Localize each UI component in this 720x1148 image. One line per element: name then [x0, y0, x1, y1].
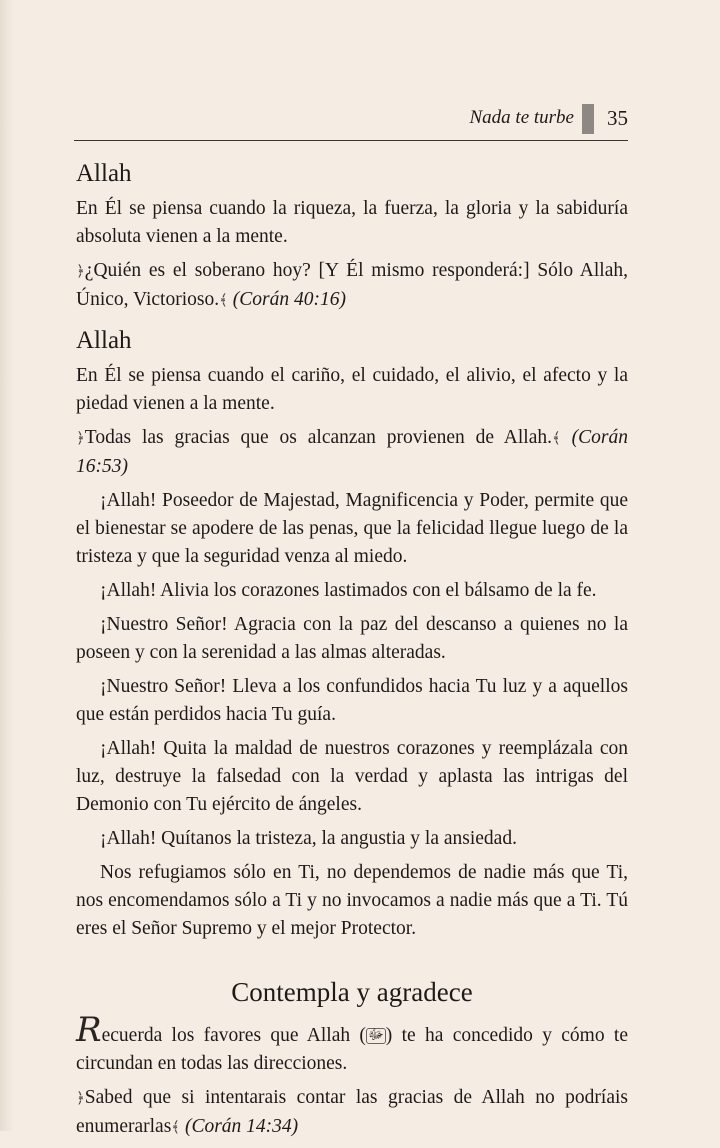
quote-text-3: Sabed que si intentarais contar las gracias de Allah no podríais enumerarlas — [76, 1087, 628, 1137]
paragraph: ¡Allah! Quita la maldad de nuestros corazones y reemplázala con luz, destruye la falsedad con la verdad y aplasta las intrigas del Demonio con Tu ejército de ángeles. — [76, 738, 628, 815]
quote-ref-1: (Corán 40:16) — [232, 289, 346, 310]
page-gutter-shadow — [0, 0, 14, 1131]
paragraph: Nos refugiamos sólo en Ti, no dependemos de nadie más que Ti, nos encomendamos sólo a Ti y no invocamos a nadie más que a Ti. Tú eres el Señor Supremo y el mejor Protector. — [76, 862, 628, 939]
running-title: Nada te turbe — [469, 107, 574, 128]
ornament-close-icon: ﴾ — [552, 431, 561, 447]
header-bar-ornament — [582, 104, 594, 134]
quote-ref-3: (Corán 14:34) — [184, 1116, 299, 1137]
paragraph: ¡Allah! Poseedor de Majestad, Magnificencia y Poder, permite que el bienestar se apodere de las penas, que la felicidad llegue luego de la tristeza y que la seguridad venza al miedo. — [76, 490, 628, 567]
paragraph: ¡Allah! Quítanos la tristeza, la angustia y la ansiedad. — [100, 828, 517, 849]
quote-text-2: Todas las gracias que os alcanzan provienen de Allah. — [84, 427, 552, 448]
honorific-glyph-icon: ﷻ — [367, 1028, 384, 1043]
ornament-open-icon: ﴿ — [76, 1091, 85, 1107]
ornament-open-icon: ﴿ — [76, 264, 85, 280]
contempla-text — [76, 1010, 629, 1078]
ornament-close-icon: ﴾ — [171, 1120, 181, 1136]
dropcap: R — [76, 1010, 102, 1050]
paragraph: ¡Nuestro Señor! Lleva a los confundidos hacia Tu luz y a aquellos que están perdidos hacia Tu guía. — [76, 676, 628, 725]
section-text-2: En Él se piensa cuando el cariño, el cuidado, el alivio, el afecto y la piedad vienen a la mente. — [76, 365, 628, 414]
paragraph: ¡Nuestro Señor! Agracia con la paz del descanso a quienes no la poseen y con la serenidad a las almas alteradas. — [76, 614, 628, 663]
quote-3 — [76, 1084, 628, 1142]
section-heading-contempla: Contempla y agradece — [231, 977, 473, 1007]
section-heading-allah-1: Allah — [76, 160, 132, 187]
ornament-open-icon: ﴿ — [76, 431, 85, 447]
running-header — [74, 104, 628, 141]
page-number: 35 — [607, 106, 628, 130]
quote-1 — [76, 257, 628, 315]
quote-2 — [76, 424, 628, 481]
quote-ref-2: (Corán 16:53) — [76, 427, 628, 477]
section-heading-allah-2: Allah — [76, 327, 132, 354]
ornament-close-icon: ﴾ — [219, 293, 228, 309]
contempla-text-a: ecuerda los favores que Allah ( — [101, 1025, 366, 1046]
page-body — [76, 158, 628, 1148]
section-text-1: En Él se piensa cuando la riqueza, la fuerza, la gloria y la sabiduría absoluta vienen a la mente. — [76, 198, 628, 247]
quote-text-1: ¿Quién es el soberano hoy? [Y Él mismo responderá:] Sólo Allah, Único, Victorioso. — [76, 260, 628, 310]
contempla-text-b: ) te ha concedido y cómo te circundan en todas las direcciones. — [76, 1025, 629, 1074]
paragraph: ¡Allah! Alivia los corazones lastimados con el bálsamo de la fe. — [100, 580, 597, 601]
